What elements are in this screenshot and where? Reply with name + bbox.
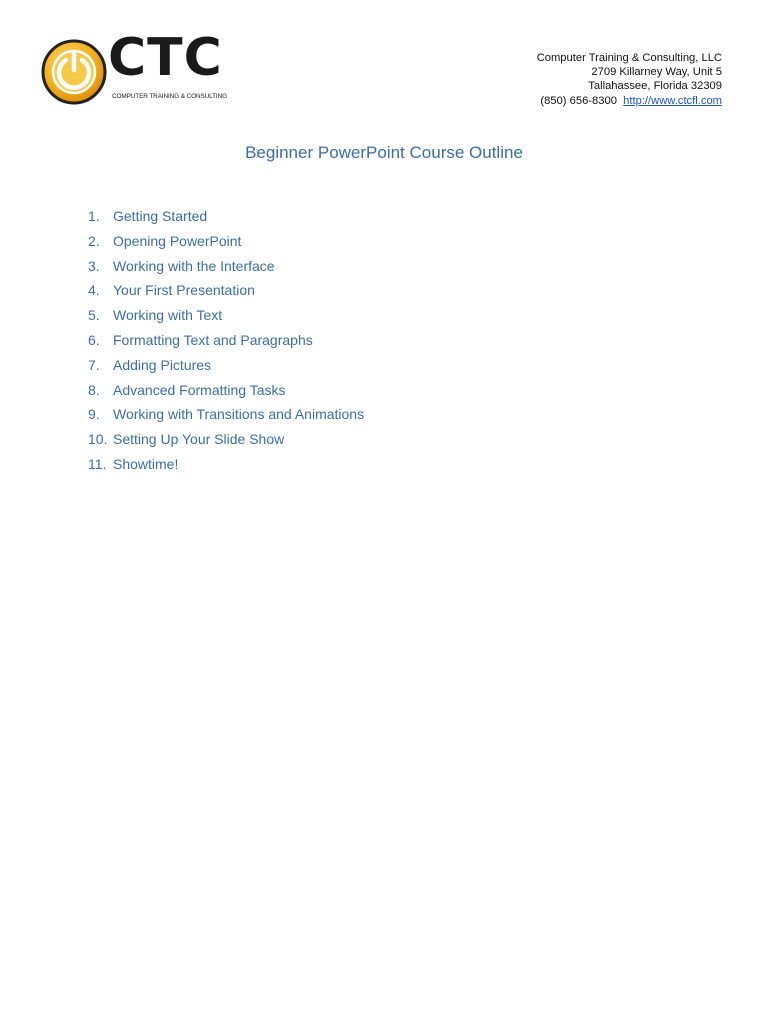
outline-item-label: Getting Started [113,208,208,224]
outline-item-label: Adding Pictures [113,356,212,373]
outline-item [88,304,364,329]
outline-item-number: 10. [88,431,108,448]
outline-item [88,329,364,354]
outline-item [88,205,364,230]
outline-item-number: 11. [88,455,107,472]
outline-item [88,379,364,404]
company-address [537,51,722,108]
city-state-zip: Tallahassee, Florida 32309 [588,80,722,93]
outline-item [88,428,364,453]
outline-item-number: 2. [88,232,100,249]
outline-item-number: 6. [88,331,100,348]
phone-number: (850) 656-8300 [540,94,617,107]
contact-line [537,94,722,108]
outline-item-number: 9. [88,406,100,423]
outline-item-number: 3. [88,257,100,274]
outline-item-number: 5. [88,307,100,324]
course-outline-list [88,205,364,478]
company-logo [40,28,240,108]
outline-item [88,255,364,280]
outline-item-number: 7. [88,356,100,373]
power-symbol-icon [40,38,110,108]
outline-item-number: 8. [88,381,100,398]
street-address: 2709 Killarney Way, Unit 5 [591,66,722,79]
company-name: Computer Training & Consulting, LLC [536,52,722,64]
outline-item-number: 4. [88,282,100,299]
outline-item-label: Working with Transitions and Animations [113,406,365,423]
outline-item-label: Advanced Formatting Tasks [113,381,286,398]
outline-item [88,403,364,428]
page-title: Beginner PowerPoint Course Outline [245,143,523,162]
outline-item-label: Working with Text [113,307,223,324]
outline-item-label: Showtime! [113,455,179,472]
logo-wordmark: CTC [108,28,223,88]
outline-item-label: Formatting Text and Paragraphs [113,331,313,348]
outline-item [88,453,364,478]
outline-item-label: Setting Up Your Slide Show [113,431,285,448]
outline-item-label: Working with the Interface [113,257,275,274]
outline-item-label: Your First Presentation [113,282,255,299]
outline-item [88,230,364,255]
website-link[interactable]: http://www.ctcfl.com [623,94,722,107]
outline-item [88,354,364,379]
outline-item [88,279,364,304]
logo-tagline: COMPUTER TRAINING & CONSULTING [112,93,227,100]
outline-item-label: Opening PowerPoint [113,232,242,249]
outline-item-number: 1. [88,208,100,224]
